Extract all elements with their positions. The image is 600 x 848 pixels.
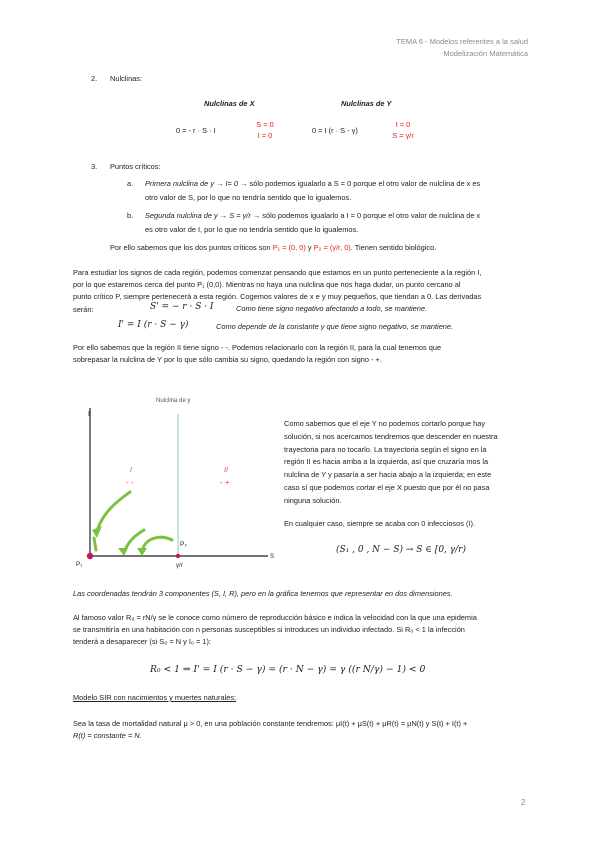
summary-mid: y xyxy=(305,243,314,252)
limit-equation: (S₁ , 0 , N − S) → S ∈ [0, γ/r) xyxy=(336,545,466,555)
paragraph-mortality-line: Sea la tasa de mortalidad natural μ > 0, en una población constante tendremos: μI(t) + μS(t) + μR(t) = μN(t) y S(t) + I(t) + xyxy=(73,719,468,728)
section-2-title: Nulclinas: xyxy=(110,74,143,83)
derivative-s-note: Como tiene signo negativo afectando a todo, se mantiene. xyxy=(236,304,428,313)
arrow-head xyxy=(118,548,128,556)
critical-points-summary xyxy=(110,242,436,254)
region-1-sign: - - xyxy=(126,478,134,487)
side-explanation-line: Como sabemos que el eje Y no podemos cortarlo porque hay xyxy=(284,419,486,428)
paragraph-mortality-line: R(t) = constante = N. xyxy=(73,731,142,741)
side-explanation-line: región II es hacia arriba a la izquierda, así que cruzaría mos la xyxy=(284,457,489,467)
section-3-title: Puntos críticos: xyxy=(110,162,161,171)
nulcline-label: Nulclina de y xyxy=(156,398,191,404)
derivative-i: I' = I (r · S − γ) xyxy=(118,320,189,330)
side-explanation xyxy=(284,418,529,530)
section-2-number: 2. xyxy=(91,74,98,83)
paragraph-r0 xyxy=(73,612,533,649)
nulclinas-y-title: Nulclinas de Y xyxy=(341,99,392,108)
side-explanation-gap xyxy=(284,508,529,518)
trajectory-arrow xyxy=(94,538,96,550)
nulclina-y-solution-2: S = γ/r xyxy=(392,131,414,140)
trajectory-arrow xyxy=(98,492,130,528)
gamma-over-r-label: γ/r xyxy=(176,563,183,569)
sir-model-title: Modelo SIR con nacimientos y muertes naturales: xyxy=(73,693,237,702)
paragraph-regions-line: por lo que estaremos cerca del punto P₁ (0,0). Mientras no haya una nulclina que nos haga dudar, un punto cercano al xyxy=(73,280,461,290)
paragraph-regions-line: punto crítico P, siempre pertenecerá a esta región. Cogemos valores de x e y muy pequeños, que tiendan a 0. Las derivadas xyxy=(73,292,482,302)
item-a-text xyxy=(145,178,480,190)
item-b-label: b. xyxy=(127,211,134,220)
paragraph-signs-line: sobrepasar la nulclina de Y por lo que sólo cambia su signo, quedando la región con signo - +. xyxy=(73,355,382,365)
paragraph-r0-line: tenderá a desaparecer (si S₀ = N y I₀ = 1): xyxy=(73,637,212,647)
paragraph-r0-line: se transmitiría en una habitación con n personas susceptibles si introduces un individuo infectado. Si R₀ < 1 la infección xyxy=(73,625,465,635)
item-a-italic: Primera nulclina de y → I= 0 xyxy=(145,179,239,188)
critical-point-p1: P₁ = (0, 0) xyxy=(272,243,306,252)
side-explanation-line: caso sí que podemos cortar el eje X puesto que por él no pasa xyxy=(284,482,490,492)
nulclina-y-equation: 0 = I (r · S - γ) xyxy=(312,126,358,135)
graph-caption: Las coordenadas tendrán 3 componentes (S, I, R), pero en la gráfica tenemos que representar en dos dimensiones. xyxy=(73,589,453,598)
item-b-text xyxy=(145,210,480,222)
page-number: 2 xyxy=(521,798,526,807)
item-a-rest: → sólo podemos igualarlo a S = 0 porque el otro valor de nulclina de x es xyxy=(238,179,481,188)
side-explanation-line: En cualquier caso, siempre se acaba con 0 infecciosos (I). xyxy=(284,518,476,528)
paragraph-r0-line: Al famoso valor R₀ = rN/γ se le conoce como número de reproducción básico e indica la velocidad con la que una epidemia xyxy=(73,613,477,622)
p2-label: P₂ xyxy=(180,541,187,548)
header-title: TEMA 6 - Modelos referentes a la salud xyxy=(396,37,528,46)
nulclinas-x-title: Nulclinas de X xyxy=(204,99,255,108)
header-subtitle: Modelización Matemática xyxy=(443,49,528,58)
s-axis-label: S xyxy=(270,554,275,560)
item-b-italic: Segunda nulclina de y → S = γ/r xyxy=(145,211,251,220)
section-3-number: 3. xyxy=(91,162,98,171)
paragraph-regions-line: Para estudiar los signos de cada región, podemos comenzar pensando que estamos en un punto perteneciente a la región I, xyxy=(73,268,482,277)
region-2-label: II xyxy=(224,467,228,474)
paragraph-regions-line: serán: xyxy=(73,304,94,314)
nulclina-x-solution-2: I = 0 xyxy=(257,131,273,140)
critical-point-p2-marker xyxy=(176,554,180,558)
nulclina-x-equation: 0 = - r · S · I xyxy=(176,126,216,135)
nulclina-x-solution-1: S = 0 xyxy=(256,120,274,129)
paragraph-signs-line: Por ello sabemos que la región II tiene signo - -. Podemos relacionarlo con la región II, para la cual tenemos que xyxy=(73,343,442,352)
arrow-heads xyxy=(92,526,147,556)
item-b-rest: → sólo podemos igualarlo a I = 0 porque el otro valor de nulclina de x xyxy=(250,211,481,220)
side-explanation-line: nulclina de Y y pasaría a ser hacia abajo a la izquierda; en este xyxy=(284,470,492,480)
summary-pre: Por ello sabemos que los dos puntos críticos son xyxy=(110,243,273,252)
trajectory-arrow xyxy=(142,537,172,552)
phase-portrait-graph xyxy=(72,380,282,580)
critical-point-p2: P₂ = (γ/r, 0) xyxy=(313,243,351,252)
item-a-label: a. xyxy=(127,179,134,188)
side-explanation-line: trayectoria para no tocarlo. La trayectoria según el signo en la xyxy=(284,444,487,454)
paragraph-signs xyxy=(73,342,533,366)
derivative-s: S' = − r · S · I xyxy=(150,302,214,312)
side-explanation-line: solución, si nos acercamos tendremos que descender en nuestra xyxy=(284,431,498,441)
derivative-i-note: Como depende de la constante γ que tiene signo negativo, se mantiene. xyxy=(216,322,454,331)
y-axis-label: I xyxy=(88,411,90,418)
nulclina-y-solution-1: I = 0 xyxy=(395,120,411,129)
critical-point-p1-marker xyxy=(87,553,93,559)
item-a-line2: otro valor de S, por lo que no tendría sentido que lo igualemos. xyxy=(145,193,352,202)
region-1-label: I xyxy=(130,467,132,474)
side-explanation-line: ninguna solución. xyxy=(284,495,342,505)
region-2-sign: - + xyxy=(220,478,230,487)
arrow-head xyxy=(137,548,147,556)
p1-label: P₁ xyxy=(76,561,83,568)
trajectory-arrows xyxy=(94,492,172,552)
item-b-line2: es otro valor de I, por lo que no tendría sentido que lo igualemos. xyxy=(145,225,359,234)
r0-equation: R₀ < 1 ⇒ I' = I (r · S − γ) = (r · N − γ) = γ ((r N/γ) − 1) < 0 xyxy=(150,664,426,675)
summary-post: . Tienen sentido biológico. xyxy=(350,243,437,252)
paragraph-mortality xyxy=(73,718,533,742)
